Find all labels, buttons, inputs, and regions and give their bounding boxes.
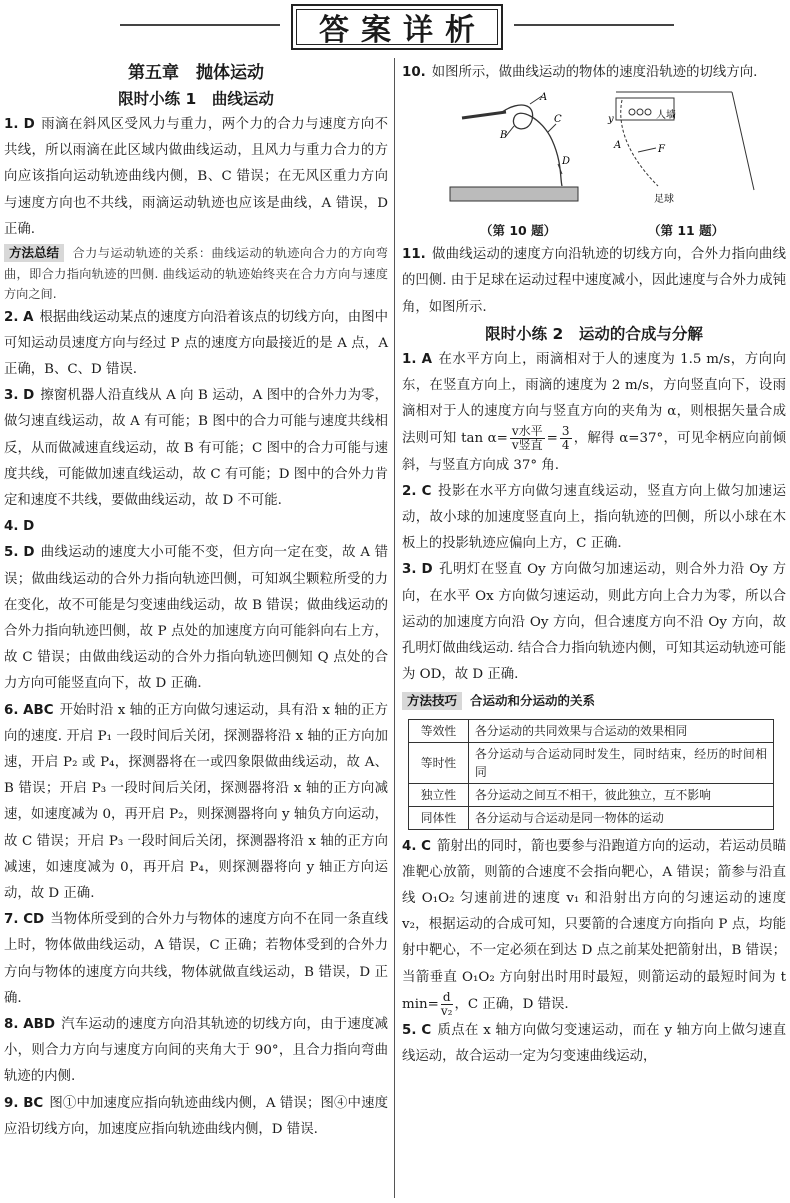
answer-text: 质点在 x 轴方向做匀变速运动，而在 y 轴方向上做匀速直线运动，故合运动一定为匀变速曲线运动，	[402, 1023, 786, 1065]
answer-number: 6. ABC	[4, 702, 54, 718]
figure-caption: （第 10 题）	[480, 223, 557, 239]
tip-title: 合运动和分运动的关系	[470, 693, 596, 709]
fraction-top: d	[442, 989, 451, 1004]
point-label: A	[614, 140, 622, 152]
answer-text: 如图所示，做曲线运动的物体的速度沿轨迹的切线方向.	[431, 65, 758, 80]
answer-text: 箭射出的同时，箭也要参与沿跑道方向的运动，若运动员瞄准靶心放箭，则箭的合速度不会指向靶心，A 错误；箭参与沿直线 O₁O₂ 匀速前进的速度 v₁ 和沿射出方向的匀速运动的速度 v₂，根据运动的合成可知，只要箭的合速度方向指向 P 点，均能射中靶心，不一定必须在到达 D 点之前某处把箭射出，B 错误；当箭垂直 O₁O₂ 方向射出时用时最短，则箭运动的最短时间为 t min=	[402, 838, 786, 1012]
answer-number: 4. C	[402, 838, 431, 854]
player-dot	[645, 109, 651, 115]
table-value: 各分运动的共同效果与合运动的效果相同	[469, 719, 774, 742]
velocity-arrow-c	[548, 124, 556, 132]
answer-item	[402, 1018, 786, 1070]
trajectory-curve	[502, 105, 562, 186]
table-value: 各分运动之间互不相干，彼此独立，互不影响	[469, 783, 774, 806]
answer-number: 4. D	[4, 519, 35, 535]
answer-number: 3. D	[402, 562, 433, 578]
answer-item	[402, 479, 786, 558]
ground-block	[450, 187, 578, 201]
answer-item	[4, 540, 388, 697]
fraction	[560, 425, 572, 452]
figure-11	[607, 92, 754, 205]
answer-item	[4, 1012, 388, 1091]
tip-tag: 方法技巧	[402, 692, 462, 710]
point-label: A	[540, 92, 548, 104]
answer-text: 孔明灯在竖直 Oy 方向做匀加速运动，则合外力沿 Oy 方向，在水平 Ox 方向做匀速运动，则此方向上合力为零，所以合运动的加速度方向沿 Oy 方向，但合速度方向不沿 Oy 方向，故孔明灯做曲线运动. 结合合力指向轨迹内侧，可知其运动轨迹可能为 OD，故 D 正确.	[402, 562, 786, 683]
answer-item	[402, 557, 786, 688]
answer-item	[402, 834, 786, 1018]
answer-text: 投影在水平方向做匀速直线运动，竖直方向上做匀加速运动，故小球的加速度竖直向上，指向轨迹的凹侧，所以小球在木板上的投影轨迹应偏向上方，C 正确.	[402, 483, 786, 552]
tip-heading	[402, 688, 786, 714]
answer-text: 当物体所受到的合外力与物体的速度方向不在同一条直线上时，物体做曲线运动，A 错误，C 正确；若物体受到的合外力方向与物体的速度方向共线，物体就做直线运动，B 错误，D 正确.	[4, 912, 388, 1006]
answer-number: 2. C	[402, 483, 432, 499]
figures	[402, 90, 786, 240]
fraction-top: v水平	[511, 424, 543, 439]
answer-text: 雨滴在斜风区受风力与重力，两个力的合力与速度方向不共线，所以雨滴在此区域内做曲线运动，且风力与重力合力的方向应该指向运动轨迹曲线内侧，B、C 错误；在无风区重力方向与速度方向也不共线，雨滴运动轨迹也应该是曲线，A 错误，D 正确.	[4, 117, 388, 237]
answer-text: ，C 正确，D 错误.	[454, 996, 569, 1012]
answer-number: 5. D	[4, 545, 35, 561]
ball-label: 足球	[654, 194, 674, 206]
figure-caption: （第 11 题）	[648, 223, 725, 239]
fraction-top: 3	[561, 424, 570, 439]
tip-tag: 方法总结	[4, 244, 64, 262]
answer-text: 曲线运动的速度大小可能不变，但方向一定在变，故 A 错误；做曲线运动的合外力指向轨迹凹侧，可知飒尘颗粒所受的力在变化，故不可能是匀变速曲线运动，故 B 错误；做曲线运动的合外力指向轨迹凹侧，故 P 点处的加速度方向可能斜向右上方，故 C 错误；由做曲线运动的合外力指向轨迹凹侧知 Q 点处的合力方向可能竖直向下，故 D 正确.	[4, 545, 389, 692]
table-row	[409, 742, 774, 783]
answer-number: 8. ABD	[4, 1017, 55, 1032]
answer-number: 1. D	[4, 117, 35, 132]
point-label: D	[562, 156, 571, 168]
figure-svg	[402, 90, 786, 240]
answer-number: 7. CD	[4, 912, 45, 928]
answer-text: ，解得 α=37°，可见伞柄应向前倾斜，与竖直方向成 37° 角.	[402, 431, 786, 473]
answer-text: 根据曲线运动某点的速度方向沿着该点的切线方向，由图中可知运动员速度方向与经过 P 点的速度方向最接近的是 A 点，A 正确，B、C、D 错误.	[4, 309, 388, 377]
answer-item	[4, 514, 388, 540]
answer-item	[4, 305, 388, 384]
answer-number: 1. A	[402, 351, 432, 367]
table-row	[409, 719, 774, 742]
fraction	[441, 991, 453, 1018]
answer-text: 图①中加速度应指向轨迹曲线内侧，A 错误；图④中速度应沿切线方向，加速度应指向轨迹曲线内侧，D 错误.	[4, 1095, 388, 1137]
banner-ornament-left	[120, 24, 280, 26]
axis-label: y	[608, 114, 614, 126]
table-key: 等效性	[409, 719, 469, 742]
table-value: 各分运动与合运动同时发生，同时结束，经历的时间相同	[469, 742, 774, 783]
answer-text: 开始时沿 x 轴的正方向做匀速运动，具有沿 x 轴的正方向的速度. 开启 P₁ 一段时间后关闭，探测器将沿 x 轴的正方向加速，开启 P₂ 或 P₄，探测器将在一或四象限做曲线运动，故 A、B 错误；开启 P₃ 一段时间后关闭，探测器将沿 x 轴的正方向减速，如速度减为 0，再开启 P₂，则探测器将向 y 轴负方向运动，故 C 错误；开启 P₃ 一段时间后关闭，探测器将沿 x 轴的正方向减速，如速度减为 0，再开启 P₄，则探测器将向 y 轴正方向运动，故 D 正确.	[4, 702, 388, 901]
banner	[291, 4, 503, 50]
answer-item	[4, 698, 388, 908]
figure-10	[450, 92, 578, 201]
player-dot	[637, 109, 643, 115]
answer-number: 3. D	[4, 388, 35, 404]
column-divider	[394, 58, 395, 1198]
answer-item	[4, 383, 388, 514]
answer-item	[402, 60, 786, 86]
section-title: 限时小练 1 曲线运动	[118, 90, 274, 108]
point-label: B	[500, 130, 508, 142]
relation-table-body	[409, 719, 774, 829]
answer-item	[4, 1091, 388, 1143]
section-title: 限时小练 2 运动的合成与分解	[485, 324, 703, 343]
answer-item: 1. A 在水平方向上，雨滴相对于人的速度为 1.5 m/s，方向向东，在竖直方向上，雨滴的速度为 2 m/s，方向竖直向下，设雨滴相对于人的速度方向与竖直方向的夹角为 α，则根据矢量合成法则可知 tan α= $\frac{\text{v水平}}{\text{v竖直}}$ = $\frac{3}{4}$ ，解得 α=37°，可见伞柄应向前倾斜，与竖直方向成 37° 角.	[402, 351, 786, 473]
answer-number: 5. C	[402, 1023, 432, 1039]
answer-text: 做曲线运动的速度方向沿轨迹的切线方向，合外力指向曲线的凹侧. 由于足球在运动过程中速度减小，因此速度与合外力成钝角，如图所示.	[402, 247, 786, 315]
table-key: 等时性	[409, 742, 469, 783]
chapter-title: 第五章 抛体运动	[128, 63, 264, 83]
method-summary	[4, 243, 388, 305]
fraction-bottom: 4	[561, 438, 570, 453]
wall-label: 人墙	[656, 110, 676, 122]
player-dot	[629, 109, 635, 115]
answer-item	[4, 112, 388, 243]
answer-text: 汽车运动的速度方向沿其轨迹的切线方向，由于速度减小，则合力方向与速度方向间的夹角大于 90°，且合力指向弯曲轨迹的内侧.	[4, 1017, 388, 1085]
force-label: F	[658, 144, 665, 156]
fraction-bottom: v竖直	[511, 438, 543, 453]
answer-number: 10.	[402, 65, 426, 80]
field-line	[732, 92, 754, 190]
force-arrow	[638, 148, 656, 152]
answer-number: 2. A	[4, 309, 34, 325]
answer-list	[4, 112, 388, 1143]
answer-item	[4, 907, 388, 1012]
answer-text: 在水平方向上，雨滴相对于人的速度为 1.5 m/s，方向向东，在竖直方向上，雨滴的速度为 2 m/s，方向竖直向下，设雨滴相对于人的速度方向与竖直方向的夹角为 α，则根据矢量合成法则可知 tan α=	[402, 351, 786, 447]
ball-path	[621, 100, 658, 186]
answer-text: 合力与运动轨迹的关系：曲线运动的轨迹向合力的方向弯曲，即合力指向轨迹的凹侧. 曲线运动的轨迹始终夹在合力方向与速度方向之间.	[4, 246, 388, 302]
table-row	[409, 806, 774, 829]
answer-number: 9. BC	[4, 1095, 44, 1111]
fraction	[510, 425, 545, 452]
answer-item	[402, 242, 786, 321]
left-column	[4, 60, 388, 1143]
point-label: C	[554, 114, 562, 126]
answer-text: 擦窗机器人沿直线从 A 向 B 运动，A 图中的合外力为零，做匀速直线运动，故 A 有可能；B 图中的合力可能与速度共线相反，从而做减速直线运动，故 B 有可能；C 图中的合力可能与速度共线，可能做加速直线运动，故 C 有可能；D 图中的合外力肯定和速度不共线，要做曲线运动，故 D 不可能.	[4, 388, 388, 508]
table-key: 同体性	[409, 806, 469, 829]
banner-title: 答案详析	[319, 13, 487, 48]
ski-ramp	[462, 112, 506, 118]
table-value: 各分运动与合运动是同一物体的运动	[469, 806, 774, 829]
right-column	[402, 60, 786, 1070]
fraction-bottom: v₂	[440, 1003, 453, 1018]
table-row	[409, 783, 774, 806]
banner-ornament-right	[514, 24, 674, 26]
answer-number: 11.	[402, 247, 426, 263]
table-key: 独立性	[409, 783, 469, 806]
relation-table	[408, 719, 774, 830]
